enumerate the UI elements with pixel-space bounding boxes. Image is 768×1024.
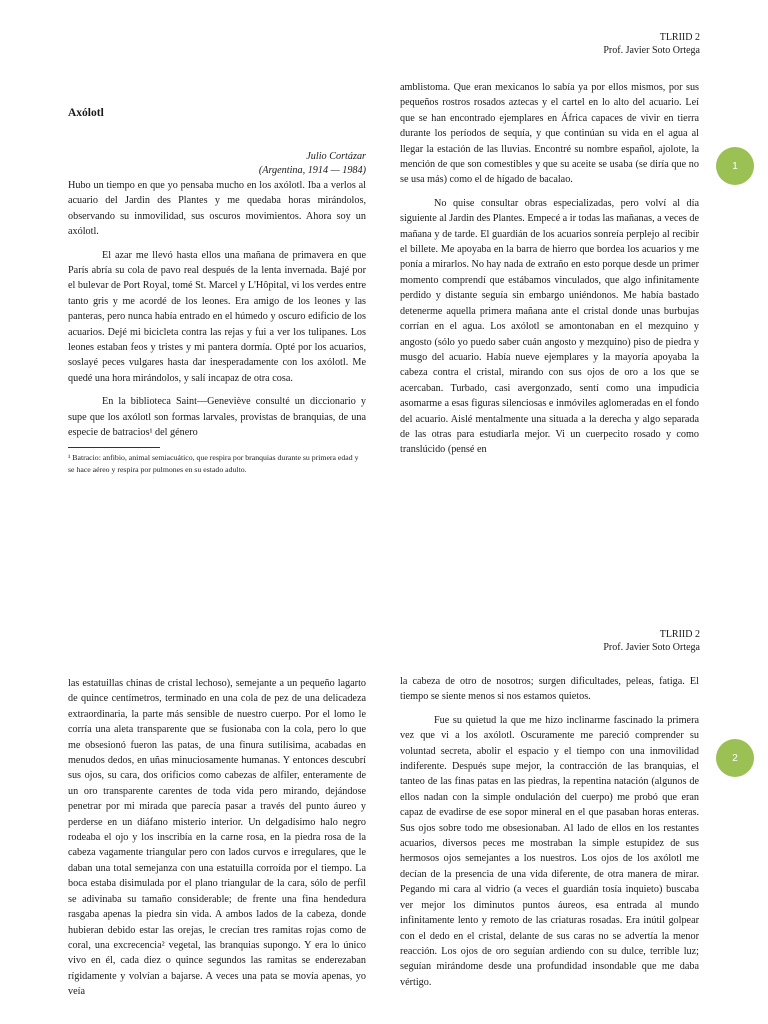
- left-column: [68, 106, 366, 476]
- professor-name: Prof. Javier Soto Ortega: [603, 45, 700, 56]
- paragraph: Fue su quietud la que me hizo inclinarme fascinado la primera vez que vi a los axólotl. Oscuramente me pareció comprender su voluntad secreta, abolir el espacio y el tiempo con una inmovilidad indiferente. Después supe mejor, la contracción de las branquias, el tanteo de las finas patas en las piedras, la repentina natación (algunos de ellos nadan con la simple ondulación del cuerpo) me probó que eran capaz de evadirse de ese sopor mineral en el que pasaban horas enteras. Sus ojos sobre todo me obsesionaban. Al lado de ellos en los restantes acuarios, diversos peces me mostraban la simple estupidez de sus hermosos ojos semejantes a los nuestros. Los ojos de los axólotl me decían de la presencia de una vida diferente, de otra manera de mirar. Pegando mi cara al vidrio (a veces el guardián tosía inquieto) buscaba ver mejor los diminutos puntos áureos, esa entrada al mundo infinitamente lento y remoto de las criaturas rosadas. Era inútil golpear con el dedo en el cristal, delante de sus caras no se advertía la menor reacción. Los ojos de oro seguían ardiendo con su dulce, terrible luz; seguían mirándome desde una profundidad insondable que me daba vértigo.: [400, 714, 699, 988]
- course-code: TLRIID 2: [659, 629, 700, 640]
- professor-name: Prof. Javier Soto Ortega: [603, 642, 700, 653]
- paragraph: En la biblioteca Saint—Geneviève consulté un diccionario y supe que los axólotl son formas larvales, provistas de branquias, de una especie de batracios¹ del género: [68, 396, 366, 439]
- page-number-badge: 1: [716, 147, 754, 185]
- page-number-badge: 2: [716, 739, 754, 777]
- paragraph: Hubo un tiempo en que yo pensaba mucho en los axólotl. Iba a verlos al acuario del Jardin des Plantes y me quedaba horas mirándolos, observando su inmovilidad, sus oscuros movimientos. Ahora soy un axólotl.: [68, 180, 366, 238]
- paragraph: El azar me llevó hasta ellos una mañana de primavera en que París abría su cola de pavo real después de la lenta invernada. Bajé por el bulevar de Port Royal, tomé St. Marcel y L'Hôpital, vi los verdes entre tanto gris y me acordé de los leones. Era amigo de los leones y las panteras, pero nunca había entrado en el húmedo y oscuro edificio de los acuarios. Dejé mi bicicleta contra las rejas y fui a ver los tulipanes. Los leones estaban feos y tristes y mi pantera dormía. Opté por los acuarios, soslayé peces vulgares hasta dar inesperadamente con los axólotl. Me quedé una hora mirándolos, y salí incapaz de otra cosa.: [68, 249, 366, 384]
- footnote-divider: [68, 447, 160, 448]
- footnote: [68, 452, 366, 476]
- paragraph: las estatuillas chinas de cristal lechoso), semejante a un pequeño lagarto de quince centímetros, terminado en una cola de pez de una delicadeza extraordinaria, la parte más sensible de nuestro cuerpo. Por el lomo le corría una aleta transparente que se fusionaba con la cola, pero lo que me obsesionó fueron las patas, de una finura sutilísima, acabadas en menudos dedos, en uñas minuciosamente humanas. Y entonces descubrí sus ojos, su cara, dos orificios como cabezas de alfiler, enteramente de un oro transparente carentes de toda vida pero mirando, dejándose penetrar por mi mirada que parecía pasar a través del punto áureo y perderse en un diáfano misterio interior. Un delgadísimo halo negro rodeaba el ojo y los inscribía en la carne rosa, en la piedra rosa de la cabeza vagamente triangular pero con lados curvos e irregulares, que le daban una total semejanza con una estatuilla corroída por el tiempo. La boca estaba disimulada por el plano triangular de la cara, sólo de perfil se adivinaba su tamaño considerable; de frente una fina hendedura rasgaba apenas la piedra sin vida. A ambos lados de la cabeza, donde hubieran debido estar las orejas, le crecían tres ramitas rojas como de coral, una excrecencia² vegetal, las branquias supongo. Y era lo único vivo en él, cada diez o quince segundos las ramitas se enderezaban rígidamente y volvían a bajarse. A veces una pata se movía apenas, yo veía: [68, 678, 366, 998]
- page-header: [603, 31, 700, 57]
- footnote-text: ¹ Batracio: anfibio, animal semiacuático, que respira por branquias durante su primera edad y se hace aéreo y respira por pulmones en su estado adulto.: [68, 452, 359, 474]
- page-header: [603, 628, 700, 654]
- course-code: TLRIID 2: [659, 32, 700, 43]
- document-page-2: [0, 628, 768, 1024]
- right-column: [400, 80, 699, 458]
- paragraph: la cabeza de otro de nosotros; surgen dificultades, peleas, fatiga. El tiempo se siente menos si nos estamos quietos.: [400, 676, 699, 703]
- author-block: [68, 150, 366, 178]
- paragraph: No quise consultar obras especializadas, pero volví al día siguiente al Jardin des Plantes. Empecé a ir todas las mañanas, a veces de mañana y de tarde. El guardián de los acuarios sonreía perplejo al recibir el billete. Me apoyaba en la barra de hierro que bordea los acuarios y me ponía a mirarlos. No hay nada de extraño en esto porque desde un primer momento comprendí que estábamos vinculados, que algo infinitamente perdido y distante seguía sin embargo uniéndonos. Me había bastado detenerme aquella primera mañana ante el cristal donde unas burbujas corrían en el agua. Los axólotl se amontonaban en el mezquino y angosto (sólo yo puedo saber cuán angosto y mezquino) piso de piedra y musgo del acuario. Había nueve ejemplares y la mayoría apoyaba la cabeza contra el cristal, mirando con sus ojos de oro a los que se acercaban. Turbado, casi avergonzado, sentí como una impudicia asomarme a esas figuras silenciosas e inmóviles aglomeradas en el fondo del acuario. Aislé mentalmente una situada a la derecha y algo separada de las otras para estudiarla mejor. Vi un cuerpecito rosado y como translúcido (pensé en: [400, 197, 700, 456]
- page-gap: [0, 512, 768, 628]
- paragraph: amblistoma. Que eran mexicanos lo sabía ya por ellos mismos, por sus pequeños rostros rosados aztecas y el cartel en lo alto del acuario. Leí que se han encontrado ejemplares en África capaces de vivir en tierra durante los períodos de sequía, y que continúan su vida en el agua al llegar la estación de las lluvias. Encontré su nombre español, ajolote, la mención de que son comestibles y que su aceite se usaba (se diría que no se usa más) como el de hígado de bacalao.: [400, 82, 699, 186]
- author-name: Julio Cortázar: [306, 151, 366, 162]
- story-title: Axólotl: [68, 107, 104, 119]
- right-column: [400, 674, 699, 990]
- author-dates: (Argentina, 1914 — 1984): [258, 165, 366, 176]
- left-column: [68, 676, 366, 1024]
